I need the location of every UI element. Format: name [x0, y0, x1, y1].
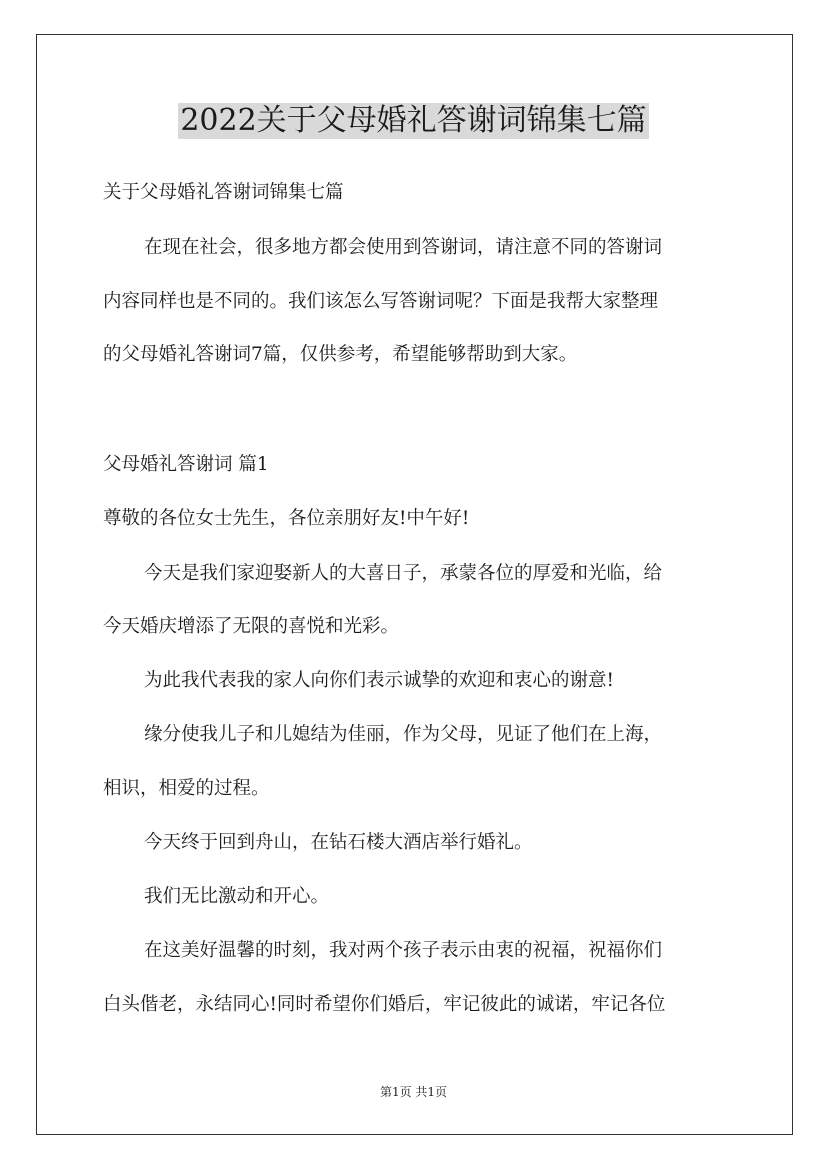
document-subtitle: 关于父母婚礼答谢词锦集七篇 — [103, 182, 344, 203]
body-line: 为此我代表我的家人向你们表示诚挚的欢迎和衷心的谢意! — [144, 670, 614, 691]
body-line: 相识，相爱的过程。 — [103, 778, 270, 799]
body-line: 我们无比激动和开心。 — [144, 886, 330, 907]
body-line: 缘分使我儿子和儿媳结为佳丽，作为父母，见证了他们在上海， — [144, 724, 663, 745]
intro-line: 内容同样也是不同的。我们该怎么写答谢词呢？下面是我帮大家整理 — [103, 291, 659, 312]
body-line: 尊敬的各位女士先生，各位亲朋好友!中午好! — [103, 508, 470, 529]
section-heading: 父母婚礼答谢词 篇1 — [103, 454, 269, 475]
document-title-text: 2022关于父母婚礼答谢词锦集七篇 — [180, 103, 647, 138]
body-line: 今天是我们家迎娶新人的大喜日子，承蒙各位的厚爱和光临，给 — [144, 563, 663, 584]
body-line: 今天终于回到舟山，在钻石楼大酒店举行婚礼。 — [144, 832, 533, 853]
intro-line: 在现在社会，很多地方都会使用到答谢词，请注意不同的答谢词 — [144, 237, 663, 258]
body-line: 在这美好温馨的时刻，我对两个孩子表示由衷的祝福，祝福你们 — [144, 940, 663, 961]
page-number-footer: 第1页 共1页 — [379, 1085, 448, 1099]
body-line: 今天婚庆增添了无限的喜悦和光彩。 — [103, 616, 400, 637]
body-line: 白头偕老，永结同心!同时希望你们婚后，牢记彼此的诚诺，牢记各位 — [103, 994, 666, 1015]
document-title — [0, 103, 827, 139]
intro-line: 的父母婚礼答谢词7篇，仅供参考，希望能够帮助到大家。 — [103, 344, 578, 365]
